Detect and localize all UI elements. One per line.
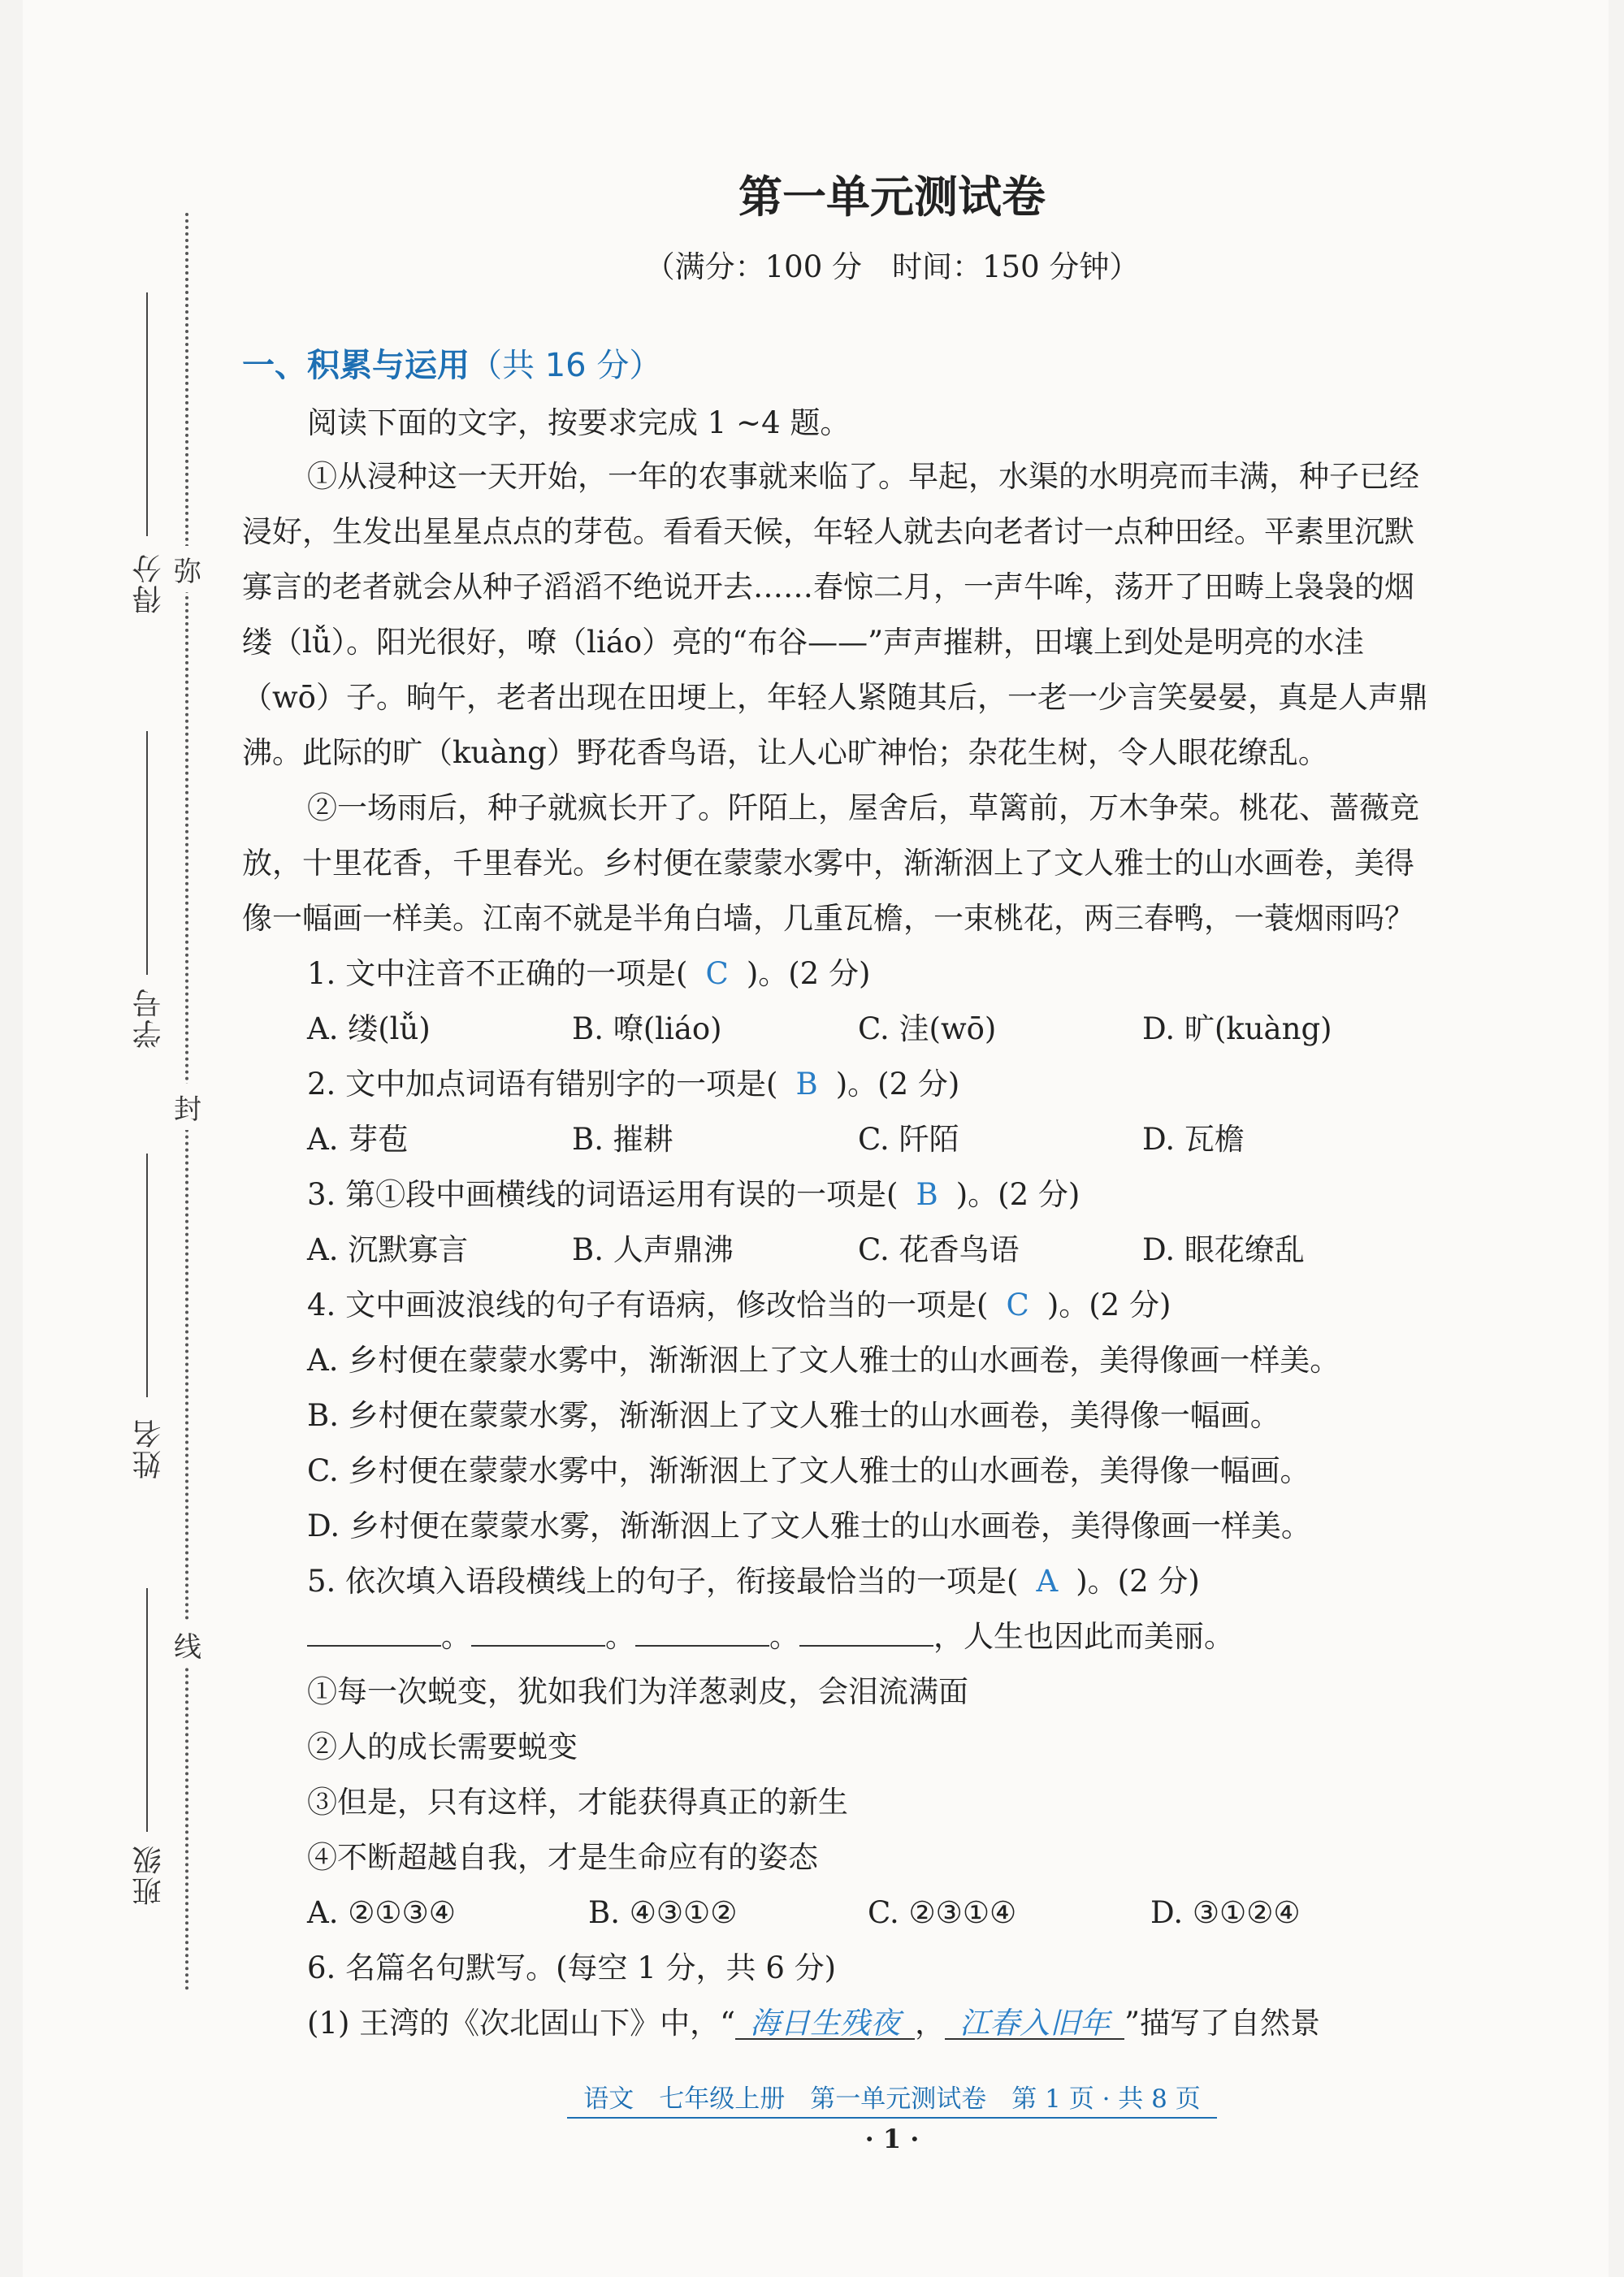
q4-answer: C [1006, 1288, 1029, 1322]
blank-4 [799, 1637, 933, 1647]
q1-answer: C [705, 956, 729, 991]
question-2 [307, 1067, 960, 1102]
q2-option-a: A. 芽苞 [307, 1122, 409, 1157]
section-title: 一、积累与运用 [242, 347, 470, 384]
q5-blank-line: 。 。 。 ，人生也因此而美丽。 [307, 1621, 1234, 1651]
q3-score: )。(2 分) [955, 1177, 1081, 1212]
section-heading [242, 340, 661, 386]
q4-score: )。(2 分) [1046, 1288, 1171, 1322]
q2-option-d: D. 瓦檐 [1142, 1122, 1245, 1157]
question-4 [307, 1290, 1171, 1320]
seal-char-feng: 封 [174, 1084, 201, 1130]
passage-line-3: 寡言的老者就会从种子滔滔不绝说开去……春惊二月，一声牛哞，荡开了田畴上袅袅的烟 [242, 569, 1414, 604]
passage-line-4: 缕（lǚ）。阳光很好，嘹（liáo）亮的“布谷——”声声摧耕，田壤上到处是明亮的水洼 [242, 625, 1364, 660]
passage-line-1: ①从浸种这一天开始，一年的农事就来临了。早起，水渠的水明亮而丰满，种子已经 [307, 459, 1419, 494]
label-class: 班级 [132, 1844, 166, 1906]
q4-stem: 4. 文中画波浪线的句子有语病，修改恰当的一项是( [307, 1288, 989, 1322]
q6-sub1-suffix: ”描写了自然景 [1124, 2006, 1321, 2041]
q5-item-3: ③但是，只有这样，才能获得真正的新生 [307, 1785, 848, 1820]
q1-option-b: B. 嘹(liáo) [572, 1011, 722, 1046]
q1-option-a: A. 缕(lǚ) [307, 1011, 431, 1046]
q6-answer-2: 江春入旧年 [945, 2008, 1124, 2040]
blank-3 [635, 1637, 769, 1647]
footer-text: 语文 七年级上册 第一单元测试卷 第 1 页 · 共 8 页 [567, 2084, 1216, 2119]
footer [23, 2078, 1624, 2115]
passage-line-9: 像一幅画一样美。江南不就是半角白墙，几重瓦檐，一束桃花，两三春鸭，一蓑烟雨吗？ [242, 901, 1414, 936]
q4-option-a: A. 乡村便在蒙蒙水雾中，渐渐洇上了文人雅士的山水画卷，美得像画一样美。 [307, 1343, 1340, 1378]
seal-char-mi: 弥 [174, 546, 201, 592]
q4-option-d: D. 乡村便在蒙蒙水雾，渐渐洇上了文人雅士的山水画卷，美得像画一样美。 [307, 1509, 1311, 1543]
q3-answer: B [916, 1177, 938, 1212]
question-1 [307, 956, 871, 991]
label-name: 姓名 [132, 1418, 166, 1479]
page-number: · 1 · [864, 2123, 920, 2154]
question-5 [307, 1564, 1200, 1599]
q5-option-d: D. ③①②④ [1150, 1895, 1301, 1930]
q5-item-4: ④不断超越自我，才是生命应有的姿态 [307, 1840, 818, 1875]
section-points: （共 16 分） [470, 347, 662, 384]
q3-option-b: B. 人声鼎沸 [572, 1232, 734, 1267]
q1-option-d: D. 旷(kuàng) [1142, 1011, 1332, 1046]
q2-option-b: B. 摧耕 [572, 1122, 673, 1157]
passage-line-8: 放，十里花香，千里春光。乡村便在蒙蒙水雾中，渐渐洇上了文人雅士的山水画卷，美得 [242, 846, 1414, 881]
q5-blank-tail: ，人生也因此而美丽。 [933, 1619, 1234, 1654]
q2-answer: B [795, 1067, 818, 1102]
q3-stem: 3. 第①段中画横线的词语运用有误的一项是( [307, 1177, 899, 1212]
seal-char-xian: 线 [174, 1621, 201, 1668]
passage-line-6: 沸。此际的旷（kuàng）野花香鸟语，让人心旷神怡；杂花生树，令人眼花缭乱。 [242, 735, 1328, 770]
q6-answer-1: 海日生残夜 [735, 2008, 915, 2040]
page-subtitle: （满分：100 分 时间：150 分钟） [644, 249, 1140, 284]
label-student-id: 学号 [132, 987, 166, 1049]
q5-item-2: ②人的成长需要蜕变 [307, 1729, 578, 1764]
passage-line-2: 浸好，生发出星星点点的芽苞。看看天候，年轻人就去向老者讨一点种田经。平素里沉默 [242, 514, 1414, 549]
blank-1 [307, 1637, 441, 1647]
score-write-line [146, 292, 148, 536]
q1-score: )。(2 分) [746, 956, 871, 991]
exam-page [23, 0, 1609, 2277]
page-title: 第一单元测试卷 [738, 171, 1046, 223]
instruction: 阅读下面的文字，按要求完成 1 ~4 题。 [307, 405, 851, 440]
q5-option-c: C. ②③①④ [868, 1895, 1017, 1930]
question-3 [307, 1177, 1081, 1212]
q2-stem: 2. 文中加点词语有错别字的一项是( [307, 1067, 778, 1102]
passage-line-7: ②一场雨后，种子就疯长开了。阡陌上，屋舍后，草篱前，万木争荣。桃花、蔷薇竞 [307, 790, 1419, 825]
student-id-write-line [146, 731, 148, 975]
class-write-line [146, 1588, 148, 1832]
q3-option-a: A. 沉默寡言 [307, 1232, 469, 1267]
passage-line-5: （wō）子。晌午，老者出现在田埂上，年轻人紧随其后，一老一少言笑晏晏，真是人声鼎 [242, 680, 1428, 715]
q5-answer: A [1036, 1564, 1059, 1599]
q5-score: )。(2 分) [1076, 1564, 1200, 1599]
label-score: 得分 [132, 552, 166, 614]
q5-option-a: A. ②①③④ [307, 1895, 456, 1930]
q2-option-c: C. 阡陌 [858, 1122, 959, 1157]
q5-stem: 5. 依次填入语段横线上的句子，衔接最恰当的一项是( [307, 1564, 1019, 1599]
q2-score: )。(2 分) [835, 1067, 960, 1102]
question-6: 6. 名篇名句默写。(每空 1 分，共 6 分) [307, 1950, 837, 1985]
q5-item-1: ①每一次蜕变，犹如我们为洋葱剥皮，会泪流满面 [307, 1674, 968, 1709]
q4-option-c: C. 乡村便在蒙蒙水雾中，渐渐洇上了文人雅士的山水画卷，美得像一幅画。 [307, 1453, 1310, 1488]
q1-option-c: C. 洼(wō) [858, 1011, 997, 1046]
q6-sub-1: (1) 王湾的《次北固山下》中，“ 海日生残夜 ， 江春入旧年 ”描写了自然景 [307, 2006, 1321, 2041]
q4-option-b: B. 乡村便在蒙蒙水雾，渐渐洇上了文人雅士的山水画卷，美得像一幅画。 [307, 1398, 1280, 1433]
name-write-line [146, 1154, 148, 1397]
blank-2 [471, 1637, 605, 1647]
q6-sub1-prefix: (1) 王湾的《次北固山下》中，“ [307, 2006, 736, 2041]
q3-option-c: C. 花香鸟语 [858, 1232, 1020, 1267]
q5-option-b: B. ④③①② [588, 1895, 738, 1930]
q3-option-d: D. 眼花缭乱 [1142, 1232, 1305, 1267]
q1-stem: 1. 文中注音不正确的一项是( [307, 956, 688, 991]
